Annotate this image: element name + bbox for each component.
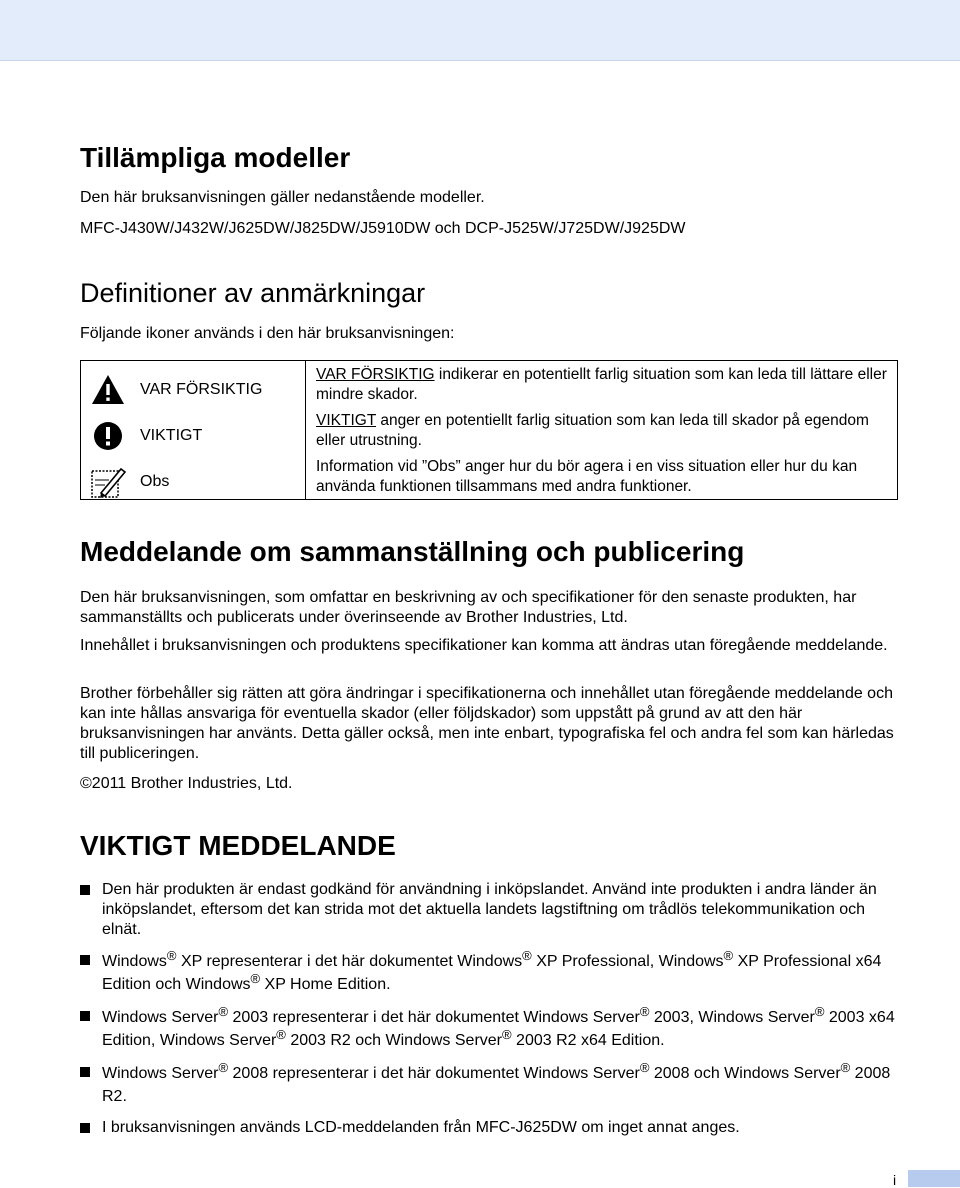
page-number: i [893, 1172, 897, 1188]
definitions-intro: Följande ikoner används i den här bruksanvisningen: [80, 325, 455, 342]
note-description: Information vid ”Obs” anger hur du bör agera i en viss situation eller hur du kan använda funktionen tillsammans med andra funktioner. [316, 458, 858, 495]
section-title-definitions: Definitioner av anmärkningar [80, 278, 426, 308]
footer-tab [908, 1170, 960, 1187]
warning-triangle-icon [88, 370, 128, 410]
publication-paragraph-3: Brother förbehåller sig rätten att göra ändringar i specifikationerna och innehållet utan föregående meddelande och kan inte hållas ansvariga för eventuella skador (eller följdskador) som uppstått på grund av att den här bruksanvisningen har använts. Detta gäller också, men inte enbart, typografiska fel och andra fel som kan härledas till publiceringen. [80, 685, 894, 762]
exclamation-circle-icon [88, 416, 128, 456]
bullet-square-icon [80, 885, 90, 895]
list-item: Windows Server® 2003 representerar i det här dokumentet Windows Server® 2003, Windows Server® 2003 x64 Edition, Windows Server® 2003 R2 och Windows Server® 2003 R2 x64 Edition. [80, 1006, 902, 1052]
publication-paragraph-2: Innehållet i bruksanvisningen och produktens specifikationer kan komma att ändras utan föregående meddelande. [80, 637, 888, 654]
section-title-models: Tillämpliga modeller [80, 142, 351, 173]
bullet-square-icon [80, 1067, 90, 1077]
list-item: Windows® XP representerar i det här dokumentet Windows® XP Professional, Windows® XP Professional x64 Edition och Windows® XP Home Edition. [80, 950, 902, 996]
list-item: Den här produkten är endast godkänd för användning i inköpslandet. Använd inte produkten i andra länder än inköpslandet, eftersom det kan strida mot det aktuella landets lagstiftning om trådlös telekommunikation och elnät. [80, 880, 902, 940]
note-label: Obs [140, 473, 170, 490]
icon-column [81, 361, 306, 499]
models-list: MFC-J430W/J432W/J625DW/J825DW/J5910DW och DCP-J525W/J725DW/J925DW [80, 220, 686, 237]
important-notice-list [80, 880, 902, 1148]
copyright-line: ©2011 Brother Industries, Ltd. [80, 775, 293, 792]
notice-icon-table [80, 360, 898, 500]
icon-row-caution [81, 367, 305, 413]
list-item: Windows Server® 2008 representerar i det här dokumentet Windows Server® 2008 och Windows Server® 2008 R2. [80, 1062, 902, 1108]
models-intro: Den här bruksanvisningen gäller nedanstående modeller. [80, 189, 485, 206]
note-pencil-icon [88, 462, 128, 502]
bullet-square-icon [80, 955, 90, 965]
header-band [0, 0, 960, 61]
icon-row-important [81, 413, 305, 459]
description-column [306, 361, 897, 499]
caution-term: VAR FÖRSIKTIG [316, 366, 435, 383]
icon-row-note [81, 459, 305, 505]
publication-paragraph-1: Den här bruksanvisningen, som omfattar en beskrivning av och specifikationer för den senaste produkten, har sammanställts och publicerats under överinseende av Brother Industries, Ltd. [80, 589, 857, 626]
caution-description: VAR FÖRSIKTIG indikerar en potentiellt farlig situation som kan leda till lättare eller mindre skador. [316, 366, 887, 403]
important-term: VIKTIGT [316, 412, 377, 429]
important-description: VIKTIGT anger en potentiellt farlig situation som kan leda till skador på egendom eller utrustning. [316, 412, 869, 449]
bullet-square-icon [80, 1123, 90, 1133]
section-title-publication: Meddelande om sammanställning och publicering [80, 536, 745, 567]
caution-label: VAR FÖRSIKTIG [140, 381, 263, 398]
list-item: I bruksanvisningen används LCD-meddelanden från MFC-J625DW om inget annat anges. [80, 1118, 902, 1138]
section-title-important-notice: VIKTIGT MEDDELANDE [80, 830, 396, 861]
bullet-square-icon [80, 1011, 90, 1021]
important-label: VIKTIGT [140, 427, 203, 444]
